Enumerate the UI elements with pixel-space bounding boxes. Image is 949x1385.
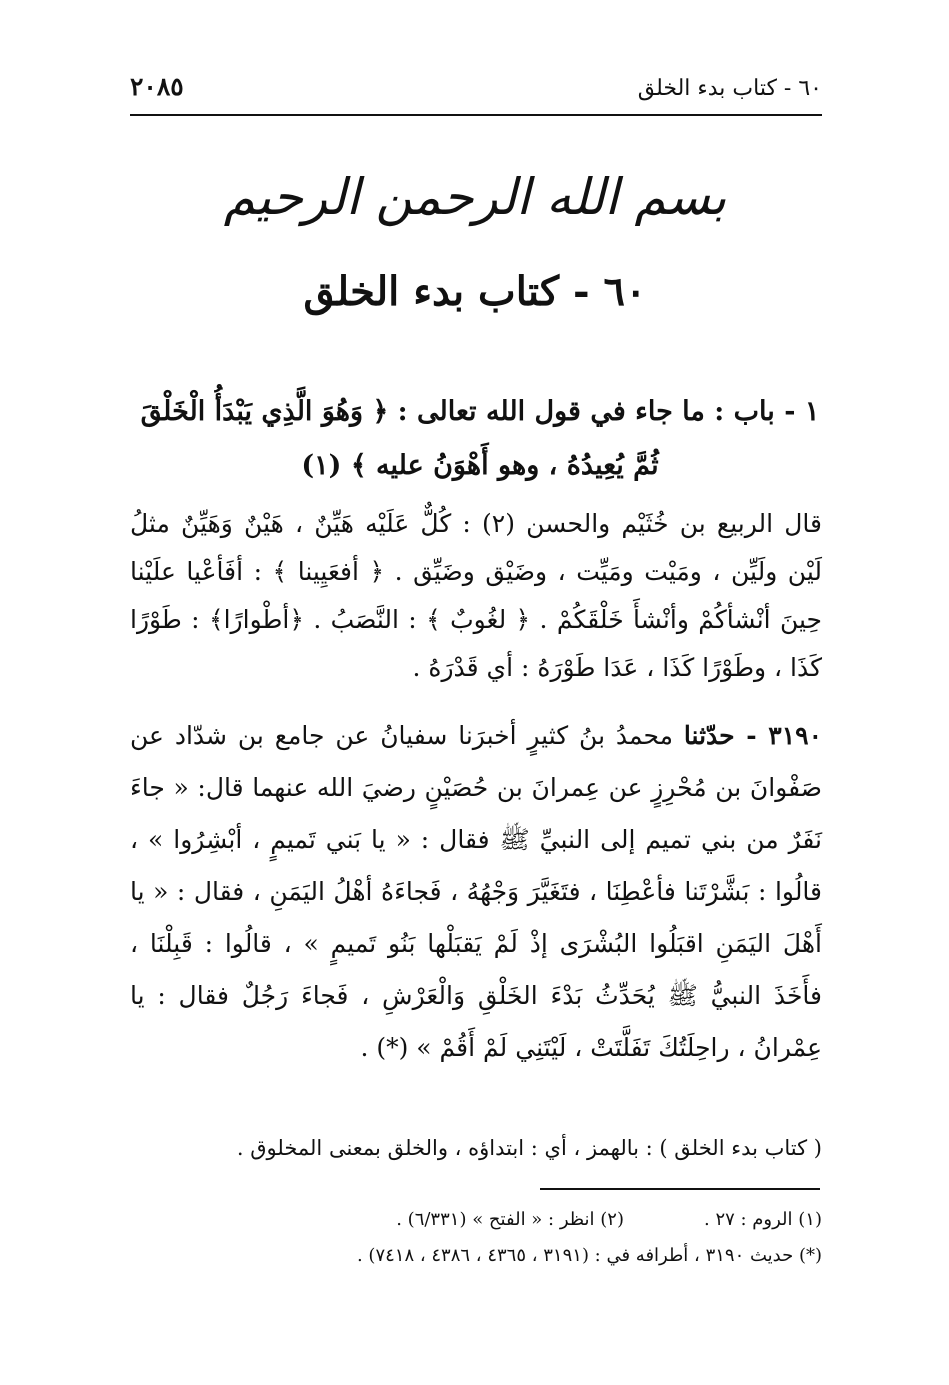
- hadith-number: ٣١٩٠ - حدّثنا: [683, 721, 822, 750]
- footnote-line: [130, 1202, 822, 1238]
- hadith-paragraph: [130, 710, 822, 1074]
- commentary-paragraph: قال الربيع بن خُثَيْم والحسن (٢) : كُلٌّ عَلَيْه هَيِّنٌ ، هَيْنٌ وَهَيِّنٌ مثلُ لَيْن ولَيِّن ، ومَيْت ومَيِّت ، وضَيْق وضَيِّق . ﴿ أفعَيِينا ﴾ : أفَأعْيا علَيْنا حِينَ أنْشأكُمْ وأنْشأَ خَلْقَكُمْ . ﴿ لغُوبٌ ﴾ : النَّصَبُ . ﴿أطْوارًا﴾ : طَوْرًا كَذَا ، وطَوْرًا كَذَا ، عَدَا طَوْرَهُ : أي قَدْرَهُ .: [130, 509, 822, 682]
- explanatory-note: ( كتاب بدء الخلق ) : بالهمز ، أي : ابتداؤه ، والخلق بمعنى المخلوق .: [236, 1136, 822, 1160]
- basmala: بسم الله الرحمن الرحيم: [223, 168, 727, 226]
- footnote-rule: [540, 1188, 820, 1190]
- page-number: ٢٠٨٥: [130, 72, 184, 101]
- footnote-1: (١) الروم : ٢٧ .: [703, 1209, 822, 1230]
- footnotes: [130, 1202, 822, 1274]
- footnote-2: (٢) انظر : « الفتح » (٦/٣٣١) .: [396, 1209, 624, 1230]
- page-header: [130, 70, 822, 116]
- header-rule: [130, 114, 822, 116]
- book-title: ٦٠ - كتاب بدء الخلق: [303, 268, 647, 315]
- hadith-text: محمدُ بنُ كثيرٍ أخبرَنا سفيانُ عن جامع بن شدّاد عن صَفْوانَ بن مُحْرِزٍ عن عِمرانَ بن حُصَيْنٍ رضيَ الله عنهما قال: « جاءَ نَفَرٌ من بني تميم إلى النبيِّ ﷺ فقال : « يا بَني تَميمٍ ، أبْشِرُوا » ، قالُوا : بَشَّرْتَنا فأعْطِنَا ، فتَغَيَّرَ وَجْهُهُ ، فَجاءَهُ أهْلُ اليَمَنِ ، فقال : « يا أَهْلَ اليَمَنِ اقبَلُوا البُشْرَى إذْ لَمْ يَقبَلْها بَنُو تَميمٍ » ، قالُوا : قَبِلْنَا ، فأَخَذَ النبيُّ ﷺ يُحَدِّثُ بَدْءَ الخَلْقِ وَالْعَرْشِ ، فَجاءَ رَجُلٌ فقال : يا عِمْرانُ ، راحِلَتُكَ تَفَلَّتَتْ ، لَيْتَنِي لَمْ أَقُمْ » (*) .: [130, 721, 822, 1062]
- chapter-title: ١ - باب : ما جاء في قول الله تعالى : ﴿ وَهُوَ الَّذِي يَبْدَأُ الْخَلْقَ ثُمَّ يُعِيدُهُ ، وهو أَهْوَنُ عليه ﴾ (١): [140, 396, 820, 481]
- footnote-3: (*) حديث ٣١٩٠ ، أطرافه في : (٣١٩١ ، ٤٣٦٥ ، ٤٣٨٦ ، ٧٤١٨) .: [356, 1245, 822, 1266]
- running-title: ٦٠ - كتاب بدء الخلق: [637, 76, 822, 101]
